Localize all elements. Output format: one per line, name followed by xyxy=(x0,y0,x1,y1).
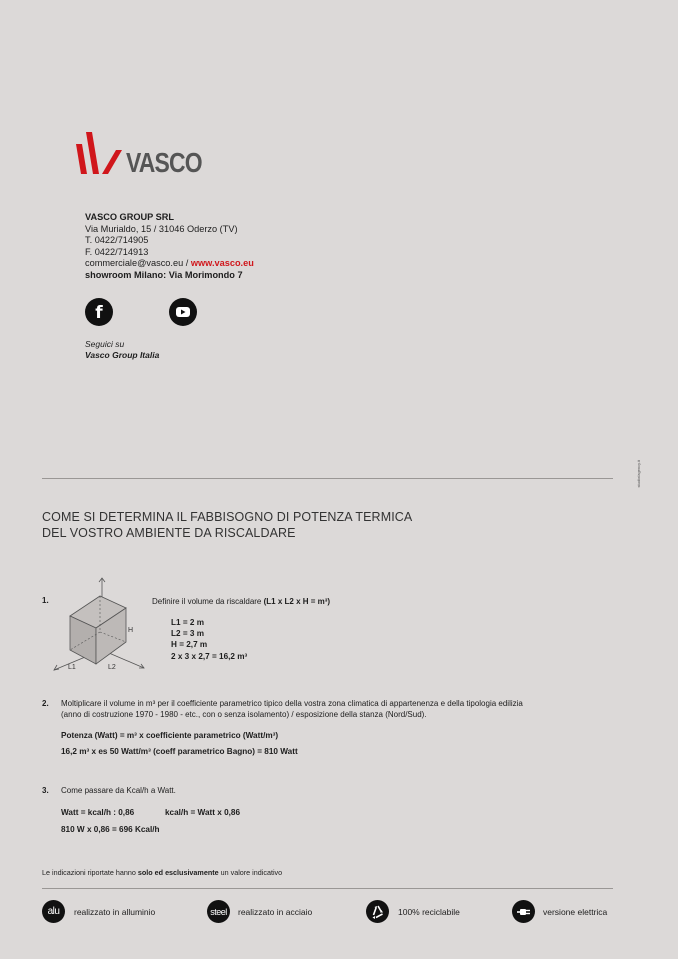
youtube-icon[interactable] xyxy=(169,298,197,326)
follow-text xyxy=(85,339,159,361)
diagram-label-h: H xyxy=(128,627,134,634)
disclaimer-note xyxy=(42,868,282,877)
h-value: H = 2,7 m xyxy=(171,640,208,649)
vasco-logo-text: VASCO xyxy=(126,147,202,178)
step-2-description xyxy=(61,698,606,720)
facebook-glyph: f xyxy=(95,302,103,323)
power-formula: Potenza (Watt) = m³ x coefficiente parametrico (Watt/m³) xyxy=(61,731,279,740)
alu-icon: alu xyxy=(42,900,65,923)
recycle-icon xyxy=(366,900,389,923)
step-1-intro xyxy=(152,596,330,607)
kcal-formula: kcal/h = Watt x 0,86 xyxy=(165,808,241,817)
step-1-intro-text: Definire il volume da riscaldare xyxy=(152,597,264,606)
company-phone: T. 0422/714905 xyxy=(85,235,149,245)
alu-label: realizzato in alluminio xyxy=(74,907,156,917)
electric-label: versione elettrica xyxy=(543,907,608,917)
recycle-glyph xyxy=(370,904,386,920)
step-3-number: 3. xyxy=(42,786,49,795)
l1-value: L1 = 2 m xyxy=(171,618,204,627)
follow-label: Seguici su xyxy=(85,339,125,349)
note-after: un valore indicativo xyxy=(218,868,283,877)
heading-line-2: DEL VOSTRO AMBIENTE DA RISCALDARE xyxy=(42,525,296,540)
showroom-address: showroom Milano: Via Morimondo 7 xyxy=(85,269,243,280)
plug-icon xyxy=(512,900,535,923)
top-divider xyxy=(42,478,613,479)
note-before: Le indicazioni riportate hanno xyxy=(42,868,138,877)
company-name: VASCO GROUP SRL xyxy=(85,212,174,222)
vasco-logo-mark xyxy=(74,130,126,176)
company-info xyxy=(85,212,254,281)
l2-value: L2 = 3 m xyxy=(171,629,204,638)
steel-icon: steel xyxy=(207,900,230,923)
website-link[interactable]: www.vasco.eu xyxy=(190,258,254,268)
company-contacts xyxy=(85,258,254,270)
recycle-label: 100% reciclabile xyxy=(398,907,460,917)
section-heading xyxy=(42,510,412,541)
power-example: 16,2 m³ x es 50 Watt/m³ (coeff parametrico Bagno) = 810 Watt xyxy=(61,747,298,756)
steel-label: realizzato in acciaio xyxy=(238,907,313,917)
youtube-glyph xyxy=(169,298,197,326)
step-2-line-1: Moltiplicare il volume in m³ per il coefficiente parametrico tipico della vostra zona climatica di appartenenza e della tipologia edilizia xyxy=(61,699,523,708)
step-2-number: 2. xyxy=(42,699,49,708)
agency-credit: studio/agency.it xyxy=(636,460,641,488)
heading-line-1: COME SI DETERMINA IL FABBISOGNO DI POTENZA TERMICA xyxy=(42,510,413,524)
contact-separator: / xyxy=(183,258,191,268)
bottom-divider xyxy=(42,888,613,889)
step-2-line-2: (anno di costruzione 1970 - 1980 - etc., con o senza isolamento) / esposizione della stanza (Nord/Sud). xyxy=(61,710,427,719)
facebook-icon[interactable] xyxy=(85,298,113,326)
company-address: Via Murialdo, 15 / 31046 Oderzo (TV) xyxy=(85,223,238,234)
step-3-intro: Come passare da Kcal/h a Watt. xyxy=(61,786,176,795)
follow-name: Vasco Group Italia xyxy=(85,350,160,360)
step-1-values xyxy=(171,617,247,662)
step-1-intro-formula: (L1 x L2 x H = m³) xyxy=(263,597,331,606)
note-bold: solo ed esclusivamente xyxy=(137,868,219,877)
conversion-example: 810 W x 0,86 = 696 Kcal/h xyxy=(61,825,160,834)
watt-formula: Watt = kcal/h : 0,86 xyxy=(61,808,135,817)
diagram-label-l1: L1 xyxy=(68,664,76,671)
email-link[interactable]: commerciale@vasco.eu xyxy=(85,258,184,268)
volume-result: 2 x 3 x 2,7 = 16,2 m³ xyxy=(171,652,248,661)
diagram-label-l2: L2 xyxy=(108,664,116,671)
step-1-number: 1. xyxy=(42,596,49,605)
room-volume-diagram xyxy=(50,576,146,674)
plug-glyph xyxy=(516,904,532,920)
company-fax: F. 0422/714913 xyxy=(85,246,149,257)
